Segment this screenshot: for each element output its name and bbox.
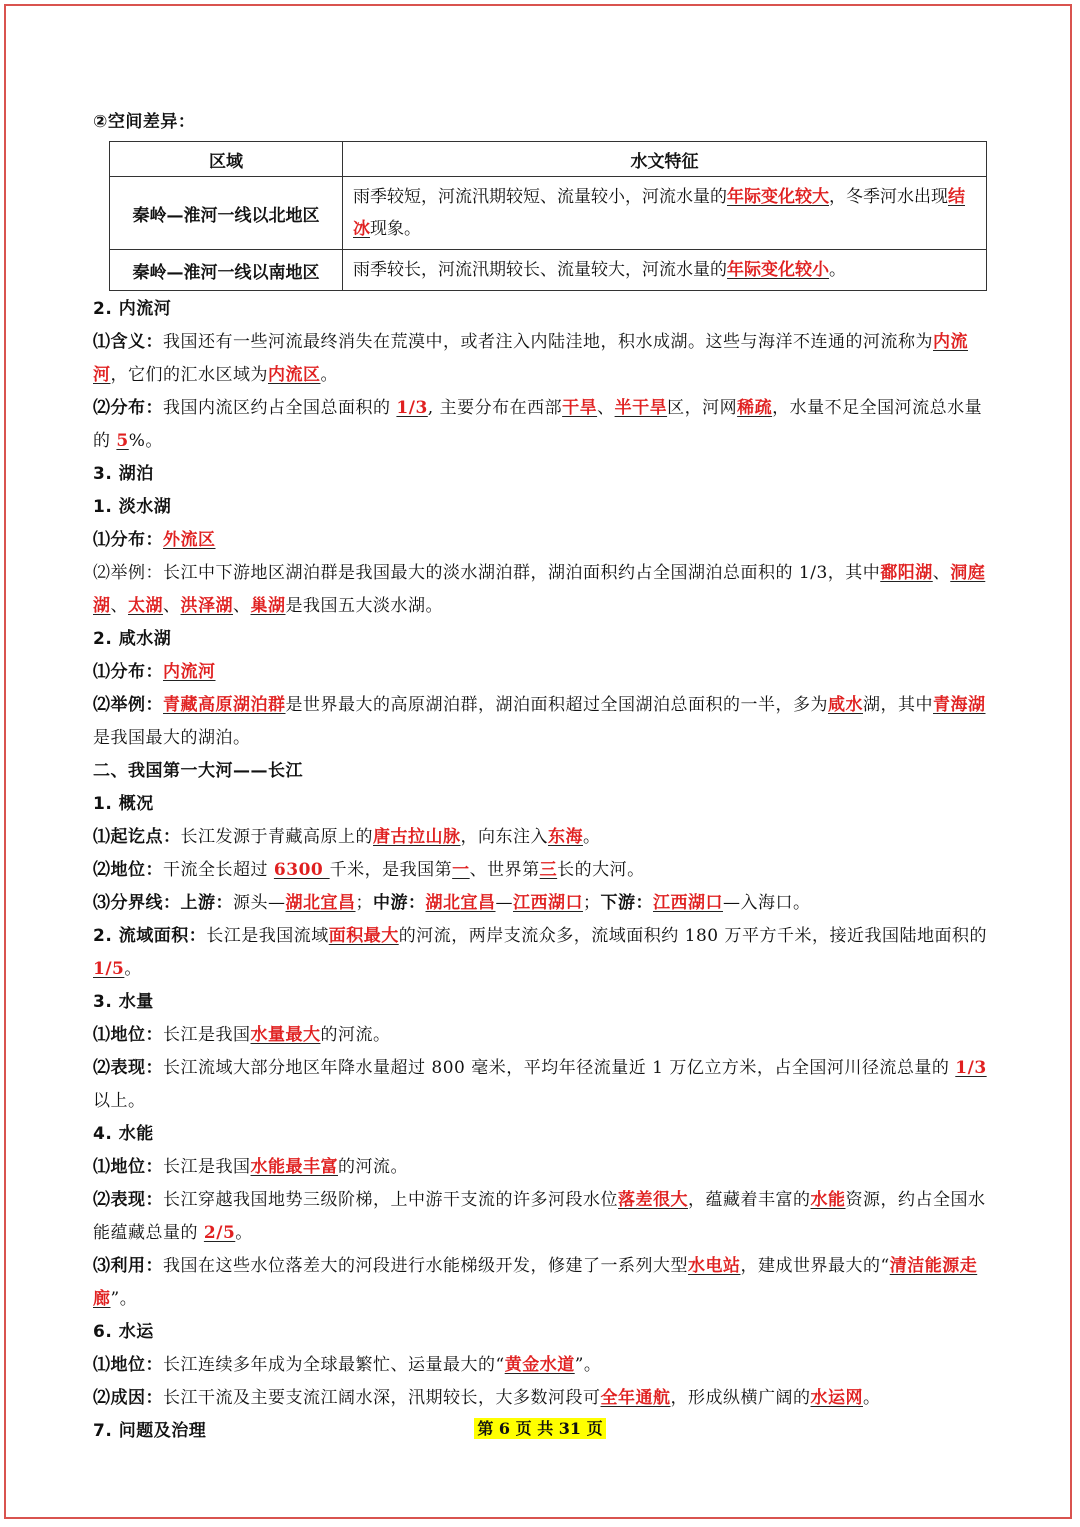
yangtze-sections [93, 887, 988, 920]
feature-south [343, 250, 987, 291]
answer: 内流河 [93, 332, 968, 385]
label: ⑴分布： [93, 662, 163, 682]
answer: 黄金水道 [504, 1355, 575, 1375]
answer: 稀疏 [737, 398, 773, 418]
text: 长江发源于青藏高原上的 [180, 827, 373, 847]
text: ； [583, 893, 601, 913]
text: 、 [932, 563, 951, 583]
yangtze-title: 二、我国第一大河——长江 [93, 761, 303, 781]
text: %。 [128, 431, 163, 451]
answer: 唐古拉山脉 [373, 827, 461, 847]
table-header-row [110, 142, 987, 177]
label: ⑵成因： [93, 1388, 163, 1408]
header-feature: 水文特征 [343, 142, 987, 177]
text: 。 [863, 1388, 881, 1408]
hydropower-use [93, 1250, 988, 1316]
text: 是我国五大淡水湖。 [285, 596, 443, 616]
answer: 水运网 [810, 1388, 863, 1408]
answer: 青海湖 [933, 695, 986, 715]
freshwater-examples [93, 557, 988, 623]
hydrology-table [109, 141, 987, 291]
text: ，形成纵横广阔的 [670, 1388, 811, 1408]
text: 、 [597, 398, 615, 418]
shipping-rank [93, 1349, 988, 1382]
answer: 江西湖口 [653, 893, 723, 913]
text: ，建成世界最大的“ [740, 1256, 890, 1276]
answer: 内流河 [163, 662, 216, 682]
text: 长江连续多年成为全球最繁忙、运量最大的“ [163, 1355, 505, 1375]
overview-title: 1. 概况 [93, 794, 154, 814]
text: 长江是我国 [163, 1025, 251, 1045]
text: 长江穿越我国地势三级阶梯，上中游干支流的许多河段水位 [163, 1190, 618, 1210]
label: ⑵表现： [93, 1058, 163, 1078]
label: 中游： [373, 893, 426, 913]
text: 我国在这些水位落差大的河段进行水能梯级开发，修建了一系列大型 [163, 1256, 688, 1276]
text: —入海口。 [723, 893, 811, 913]
label: 下游： [600, 893, 653, 913]
label: ⑶利用： [93, 1256, 163, 1276]
text: 资源，约占全国水能蕴藏总量的 [93, 1190, 986, 1243]
label: ⑵举例： [93, 563, 163, 583]
text: 。 [124, 959, 142, 979]
answer: 2/5 [203, 1223, 236, 1243]
feature-north [343, 177, 987, 250]
text: 长江干流及主要支流江阔水深，汛期较长，大多数河段可 [163, 1388, 601, 1408]
answer: 清洁能源走廊 [93, 1256, 978, 1309]
inland-title: 2. 内流河 [93, 299, 172, 319]
label: ⑴地位： [93, 1025, 163, 1045]
text: 我国内流区约占全国总面积的 [163, 398, 397, 418]
answer: 1/3 [396, 398, 428, 418]
text: 区，河网 [667, 398, 738, 418]
answer: 内流区 [268, 365, 321, 385]
yangtze-rank [93, 854, 988, 887]
answer: 湖北宜昌 [425, 893, 496, 913]
label: 2. 流域面积： [93, 926, 207, 946]
answer: 1/5 [93, 959, 125, 979]
label: ⑶分界线：上游： [93, 893, 233, 913]
document-body [93, 106, 988, 1448]
issues-title: 7. 问题及治理 [93, 1421, 207, 1441]
saltwater-examples [93, 689, 988, 755]
text: ，冬季河水出现 [829, 187, 948, 207]
answer: 洞庭湖 [93, 563, 986, 616]
text: ”。 [574, 1355, 602, 1375]
answer: 咸水 [828, 695, 863, 715]
answer: 青藏高原湖泊群 [163, 695, 286, 715]
text: 湖，其中 [863, 695, 933, 715]
text: , 主要分布在西部 [427, 398, 563, 418]
page-footer [0, 1416, 1080, 1439]
text: 长江中下游地区湖泊群是我国最大的淡水湖泊群，湖泊面积约占全国湖泊总面积的 1/3，其中 [163, 563, 881, 583]
water-volume-rank [93, 1019, 988, 1052]
text: 。 [583, 827, 601, 847]
text: 以上。 [93, 1091, 146, 1111]
answer: 东海 [548, 827, 583, 847]
text: 是世界最大的高原湖泊群，湖泊面积超过全国湖泊总面积的一半，多为 [285, 695, 828, 715]
text: ； [355, 893, 373, 913]
text: 的河流。 [320, 1025, 391, 1045]
answer: 落差很大 [618, 1190, 688, 1210]
answer: 水量最大 [250, 1025, 321, 1045]
shipping-cause [93, 1382, 988, 1415]
shipping-title: 6. 水运 [93, 1322, 154, 1342]
answer: 年际变化较小 [727, 260, 829, 280]
section-title: ②空间差异： [93, 112, 196, 132]
answer: 面积最大 [328, 926, 399, 946]
label: ⑵分布： [93, 398, 163, 418]
label: ⑴地位： [93, 1157, 163, 1177]
page-number: 第 6 页 共 31 页 [474, 1418, 605, 1439]
yangtze-basin [93, 920, 988, 986]
text: ，水量不足全国河流总水量的 [93, 398, 983, 451]
text: 长江是我国流域 [206, 926, 329, 946]
answer: 干旱 [562, 398, 598, 418]
text: 是我国最大的湖泊。 [93, 728, 251, 748]
text: 雨季较短，河流汛期较短、流量较小，河流水量的 [353, 187, 727, 207]
text: 。 [829, 260, 846, 280]
table-row [110, 177, 987, 250]
inland-definition [93, 326, 988, 392]
water-volume-detail [93, 1052, 988, 1118]
text: ，蕴藏着丰富的 [688, 1190, 811, 1210]
label: ⑵表现： [93, 1190, 163, 1210]
label: ⑴地位： [93, 1355, 163, 1375]
text: ，向东注入 [460, 827, 548, 847]
text: 、世界第 [469, 860, 540, 880]
hydropower-title: 4. 水能 [93, 1124, 154, 1144]
label: ⑴分布： [93, 530, 163, 550]
text: 干流全长超过 [163, 860, 274, 880]
text: 雨季较长，河流汛期较长、流量较大，河流水量的 [353, 260, 727, 280]
saltwater-distribution [93, 656, 988, 689]
label: ⑴起讫点： [93, 827, 181, 847]
answer: 巢湖 [250, 596, 286, 616]
answer: 水能最丰富 [250, 1157, 338, 1177]
answer: 半干旱 [614, 398, 668, 418]
label: ⑵地位： [93, 860, 163, 880]
text: 。 [235, 1223, 253, 1243]
answer: 三 [539, 860, 558, 880]
freshwater-title: 1. 淡水湖 [93, 497, 172, 517]
answer: 1/3 [955, 1058, 987, 1078]
hydropower-detail [93, 1184, 988, 1250]
answer: 结冰 [353, 187, 965, 239]
text: 长江是我国 [163, 1157, 251, 1177]
text: 、 [163, 596, 181, 616]
region-south: 秦岭—淮河一线以南地区 [110, 250, 343, 291]
water-volume-title: 3. 水量 [93, 992, 154, 1012]
text: 、 [233, 596, 251, 616]
freshwater-distribution [93, 524, 988, 557]
text: 的河流，两岸支流众多，流域面积约 180 万平方千米，接近我国陆地面积的 [398, 926, 987, 946]
answer: 洪泽湖 [180, 596, 233, 616]
lakes-title: 3. 湖泊 [93, 464, 154, 484]
text: 。 [320, 365, 338, 385]
text: 源头— [233, 893, 286, 913]
answer: 外流区 [163, 530, 216, 550]
text: 千米，是我国第 [329, 860, 453, 880]
text: 的河流。 [338, 1157, 408, 1177]
table-row [110, 250, 987, 291]
answer: 水电站 [688, 1256, 741, 1276]
text: 现象。 [370, 219, 421, 239]
label: ⑴含义： [93, 332, 163, 352]
text: ，它们的汇水区域为 [110, 365, 268, 385]
answer: 太湖 [128, 596, 163, 616]
answer: 湖北宜昌 [285, 893, 356, 913]
header-region: 区域 [110, 142, 343, 177]
saltwater-title: 2. 咸水湖 [93, 629, 172, 649]
label: ⑵举例： [93, 695, 163, 715]
answer: 水能 [810, 1190, 846, 1210]
yangtze-source [93, 821, 988, 854]
text: 长江流域大部分地区年降水量超过 800 毫米，平均年径流量近 1 万亿立方米，占全国河川径流总量的 [163, 1058, 956, 1078]
hydropower-rank [93, 1151, 988, 1184]
answer: 全年通航 [600, 1388, 671, 1408]
answer: 一 [452, 860, 470, 880]
answer: 鄱阳湖 [880, 563, 933, 583]
region-north: 秦岭—淮河一线以北地区 [110, 177, 343, 250]
text: 、 [110, 596, 128, 616]
text: ”。 [110, 1289, 138, 1309]
answer: 江西湖口 [513, 893, 583, 913]
inland-distribution [93, 392, 988, 458]
text: — [495, 893, 513, 913]
answer: 年际变化较大 [727, 187, 829, 207]
answer: 5 [116, 431, 129, 451]
text: 长的大河。 [557, 860, 645, 880]
answer: 6300 [273, 860, 330, 880]
text: 我国还有一些河流最终消失在荒漠中，或者注入内陆洼地，积水成湖。这些与海洋不连通的河流称为 [163, 332, 933, 352]
